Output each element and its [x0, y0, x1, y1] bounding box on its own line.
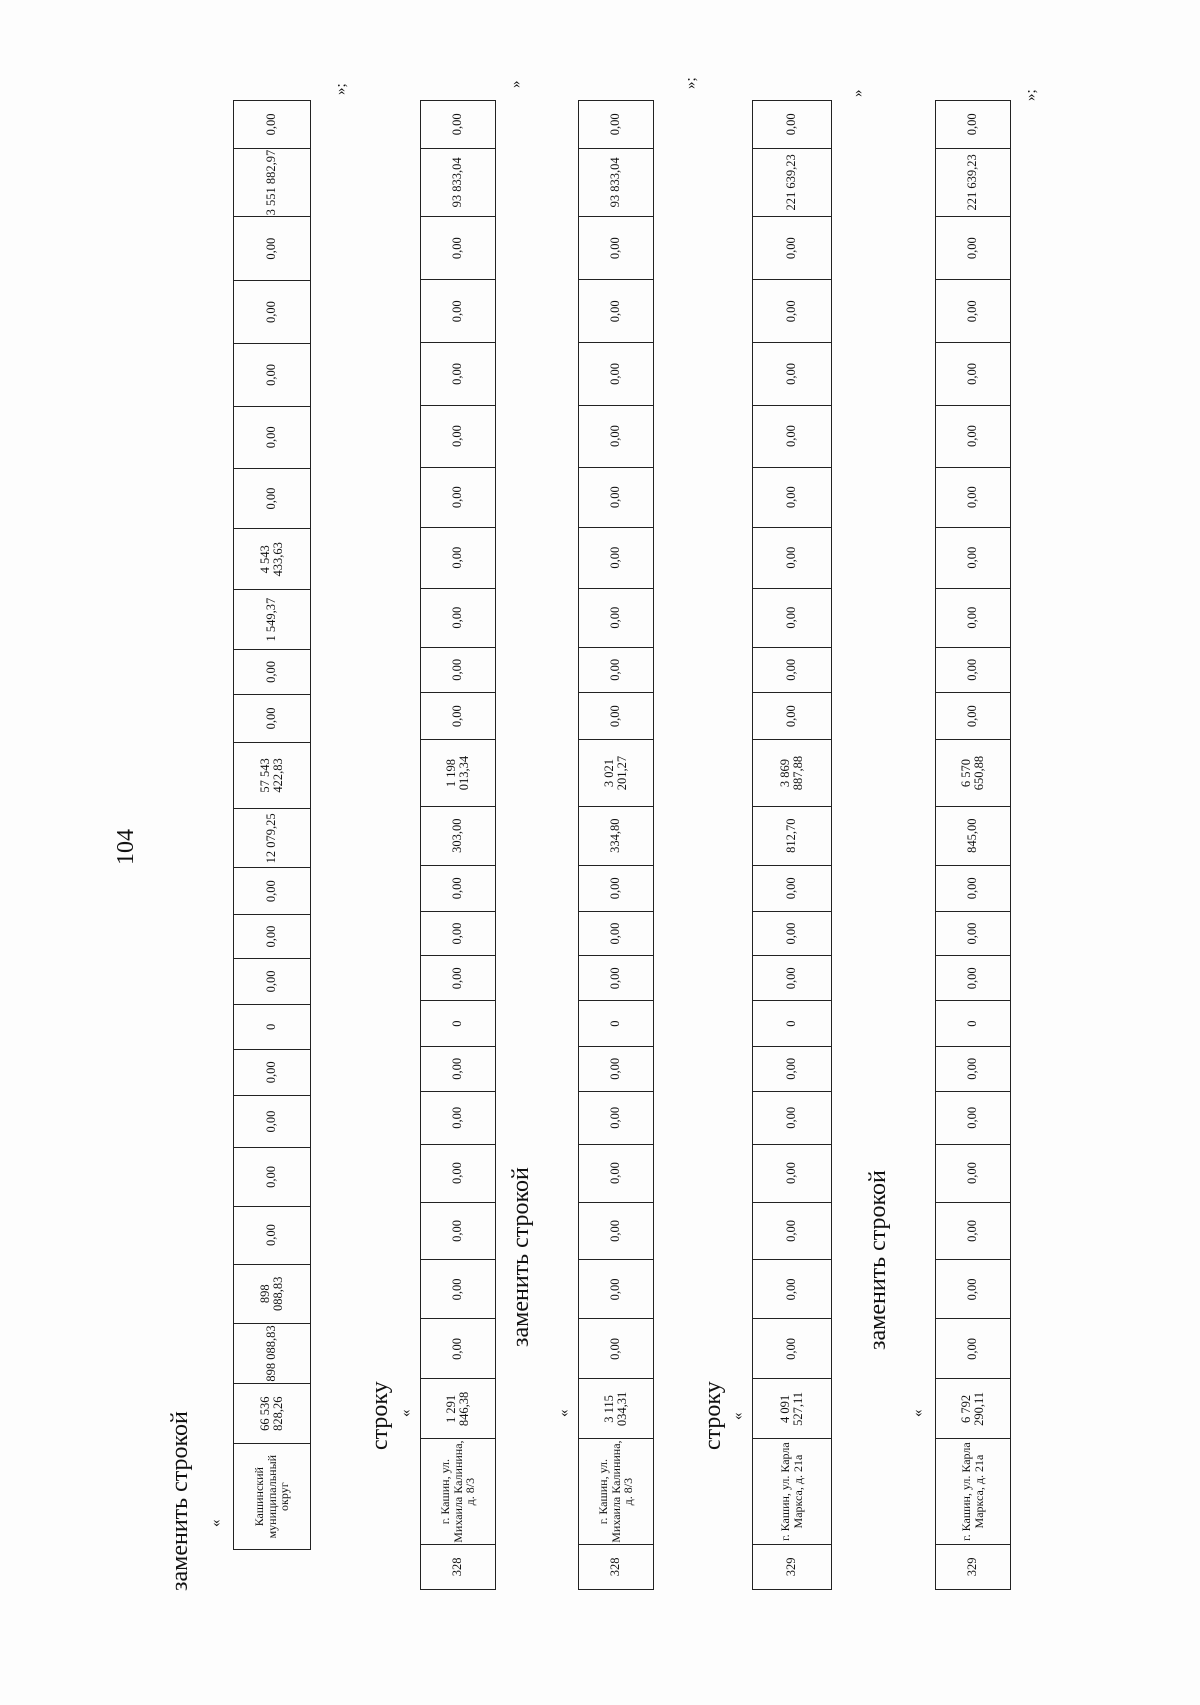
value-cell: 0,00	[753, 911, 832, 955]
value-cell: 0,00	[421, 1202, 496, 1260]
value-cell: 0,00	[421, 405, 496, 467]
value-cell: 0,00	[234, 868, 311, 915]
value-cell: 0,00	[234, 344, 311, 406]
open-quote-mark: «	[556, 1409, 572, 1417]
value-cell: 0,00	[753, 343, 832, 405]
data-table-1	[233, 100, 311, 1550]
value-cell: 0,00	[936, 217, 1011, 280]
instruction-row: строку	[700, 1381, 726, 1450]
value-cell: 93 833,04	[421, 148, 496, 216]
value-cell: 0,00	[234, 1050, 311, 1095]
value-cell: 898 088,83	[234, 1323, 311, 1383]
value-cell: 221 639,23	[936, 148, 1011, 216]
value-cell: 57 543 422,83	[234, 742, 311, 809]
table-row	[234, 101, 311, 1550]
value-cell: 0,00	[753, 1260, 832, 1319]
row-number-cell: 328	[579, 1544, 654, 1589]
value-cell: 898 088,83	[234, 1264, 311, 1323]
value-cell: 0,00	[234, 695, 311, 743]
value-cell: 0,00	[234, 914, 311, 958]
value-cell: 0,00	[421, 911, 496, 955]
instruction-replace-with-row: заменить строкой	[167, 1411, 193, 1591]
open-quote-mark: «	[730, 1412, 746, 1420]
value-cell: 0,00	[936, 692, 1011, 739]
value-cell: 0,00	[579, 343, 654, 405]
value-cell: 0,00	[753, 956, 832, 1001]
value-cell: 0	[753, 1001, 832, 1046]
value-cell: 0,00	[753, 467, 832, 527]
value-cell: 0,00	[234, 649, 311, 694]
value-cell: 1 291 846,38	[421, 1379, 496, 1439]
location-cell: г. Кашин, ул. Карла Маркса, д. 21а	[936, 1439, 1011, 1544]
value-cell: 0,00	[753, 588, 832, 647]
table-row	[579, 101, 654, 1590]
value-cell: 0,00	[753, 101, 832, 149]
value-cell: 0,00	[753, 1046, 832, 1091]
instruction-replace-with-row: заменить строкой	[865, 1170, 891, 1350]
value-cell: 0,00	[579, 865, 654, 911]
value-cell: 0,00	[753, 280, 832, 343]
table-row	[936, 101, 1011, 1590]
value-cell: 0,00	[421, 280, 496, 343]
value-cell: 0,00	[421, 1260, 496, 1319]
value-cell: 0,00	[421, 1144, 496, 1202]
row-number-cell: 329	[753, 1544, 832, 1589]
value-cell: 0,00	[579, 1319, 654, 1379]
value-cell: 0,00	[936, 1319, 1011, 1379]
instruction-row: строку	[367, 1381, 393, 1450]
value-cell: 6 570 650,88	[936, 740, 1011, 806]
value-cell: 0,00	[579, 1202, 654, 1260]
value-cell: 0,00	[421, 467, 496, 527]
value-cell: 0,00	[234, 1095, 311, 1148]
value-cell: 0	[936, 1001, 1011, 1046]
value-cell: 0,00	[936, 343, 1011, 405]
value-cell: 0,00	[753, 1091, 832, 1144]
value-cell: 0,00	[936, 1144, 1011, 1202]
table-row	[421, 101, 496, 1590]
value-cell: 0,00	[936, 1260, 1011, 1319]
value-cell: 0,00	[234, 101, 311, 149]
value-cell: 0,00	[421, 956, 496, 1001]
value-cell: 0,00	[421, 217, 496, 280]
value-cell: 0,00	[421, 527, 496, 588]
value-cell: 0,00	[579, 280, 654, 343]
value-cell: 0,00	[234, 406, 311, 468]
value-cell: 0,00	[936, 280, 1011, 343]
value-cell: 0,00	[579, 1091, 654, 1144]
value-cell: 221 639,23	[753, 148, 832, 216]
page-number: 104	[113, 829, 139, 865]
close-quote-mark: »	[508, 80, 524, 88]
value-cell: 0,00	[579, 692, 654, 739]
value-cell: 0,00	[234, 1206, 311, 1264]
value-cell: 0,00	[936, 588, 1011, 647]
location-cell: Кашинский муниципальный округ	[234, 1444, 311, 1550]
value-cell: 3 869 887,88	[753, 740, 832, 806]
instruction-replace-with-row: заменить строкой	[508, 1167, 534, 1347]
value-cell: 0,00	[753, 527, 832, 588]
value-cell: 1 198 013,34	[421, 740, 496, 806]
value-cell: 0,00	[936, 865, 1011, 911]
value-cell: 812,70	[753, 806, 832, 865]
value-cell: 0,00	[936, 647, 1011, 692]
value-cell: 0,00	[579, 527, 654, 588]
value-cell: 0,00	[936, 527, 1011, 588]
value-cell: 0,00	[936, 405, 1011, 467]
value-cell: 0,00	[579, 405, 654, 467]
row-number-cell: 329	[936, 1544, 1011, 1589]
value-cell: 334,80	[579, 806, 654, 865]
value-cell: 0,00	[234, 280, 311, 343]
value-cell: 0,00	[421, 343, 496, 405]
value-cell: 1 549,37	[234, 590, 311, 649]
value-cell: 3 115 034,31	[579, 1379, 654, 1439]
value-cell: 0,00	[234, 1148, 311, 1206]
value-cell: 0,00	[753, 647, 832, 692]
value-cell: 0,00	[753, 692, 832, 739]
value-cell: 0,00	[936, 101, 1011, 149]
value-cell: 0,00	[421, 1319, 496, 1379]
close-quote-semicolon: »;	[1023, 89, 1039, 101]
value-cell: 0	[421, 1001, 496, 1046]
open-quote-mark: «	[398, 1409, 414, 1417]
value-cell: 0	[234, 1004, 311, 1049]
value-cell: 0	[579, 1001, 654, 1046]
value-cell: 303,00	[421, 806, 496, 865]
value-cell: 4 091 527,11	[753, 1379, 832, 1439]
value-cell: 0,00	[234, 959, 311, 1004]
value-cell: 0,00	[579, 1260, 654, 1319]
value-cell: 93 833,04	[579, 148, 654, 216]
value-cell: 0,00	[936, 1046, 1011, 1091]
value-cell: 6 792 290,11	[936, 1379, 1011, 1439]
data-table-2	[420, 100, 496, 1590]
value-cell: 845,00	[936, 806, 1011, 865]
data-table-5	[935, 100, 1011, 1590]
value-cell: 0,00	[421, 101, 496, 149]
value-cell: 0,00	[753, 217, 832, 280]
value-cell: 0,00	[579, 101, 654, 149]
value-cell: 0,00	[234, 468, 311, 528]
value-cell: 66 536 828,26	[234, 1384, 311, 1444]
close-quote-semicolon: »;	[333, 83, 349, 95]
open-quote-mark: «	[208, 1519, 224, 1527]
value-cell: 0,00	[579, 956, 654, 1001]
table-row	[753, 101, 832, 1590]
value-cell: 0,00	[579, 588, 654, 647]
value-cell: 3 551 882,97	[234, 148, 311, 217]
data-table-3	[578, 100, 654, 1590]
row-number-cell: 328	[421, 1544, 496, 1589]
value-cell: 0,00	[421, 647, 496, 692]
value-cell: 0,00	[753, 1144, 832, 1202]
value-cell: 0,00	[753, 1319, 832, 1379]
location-cell: г. Кашин, ул. Михаила Калинина, д. 8/3	[579, 1439, 654, 1544]
value-cell: 0,00	[234, 217, 311, 280]
value-cell: 0,00	[936, 911, 1011, 955]
value-cell: 0,00	[421, 692, 496, 739]
value-cell: 0,00	[421, 588, 496, 647]
data-table-4	[752, 100, 832, 1590]
value-cell: 0,00	[579, 1144, 654, 1202]
value-cell: 0,00	[579, 217, 654, 280]
value-cell: 0,00	[753, 1202, 832, 1260]
value-cell: 0,00	[579, 467, 654, 527]
location-cell: г. Кашин, ул. Михаила Калинина, д. 8/3	[421, 1439, 496, 1544]
value-cell: 0,00	[421, 1091, 496, 1144]
close-quote-mark: »	[850, 89, 866, 97]
value-cell: 0,00	[936, 467, 1011, 527]
value-cell: 3 021 201,27	[579, 740, 654, 806]
value-cell: 0,00	[936, 1091, 1011, 1144]
close-quote-semicolon: »;	[683, 77, 699, 89]
value-cell: 0,00	[421, 1046, 496, 1091]
value-cell: 0,00	[579, 1046, 654, 1091]
open-quote-mark: «	[910, 1409, 926, 1417]
value-cell: 0,00	[421, 865, 496, 911]
location-cell: г. Кашин, ул. Карла Маркса, д. 21а	[753, 1439, 832, 1544]
value-cell: 0,00	[936, 1202, 1011, 1260]
value-cell: 4 543 433,63	[234, 529, 311, 590]
value-cell: 0,00	[936, 956, 1011, 1001]
value-cell: 0,00	[753, 865, 832, 911]
value-cell: 0,00	[753, 405, 832, 467]
value-cell: 0,00	[579, 647, 654, 692]
value-cell: 0,00	[579, 911, 654, 955]
value-cell: 12 079,25	[234, 809, 311, 868]
